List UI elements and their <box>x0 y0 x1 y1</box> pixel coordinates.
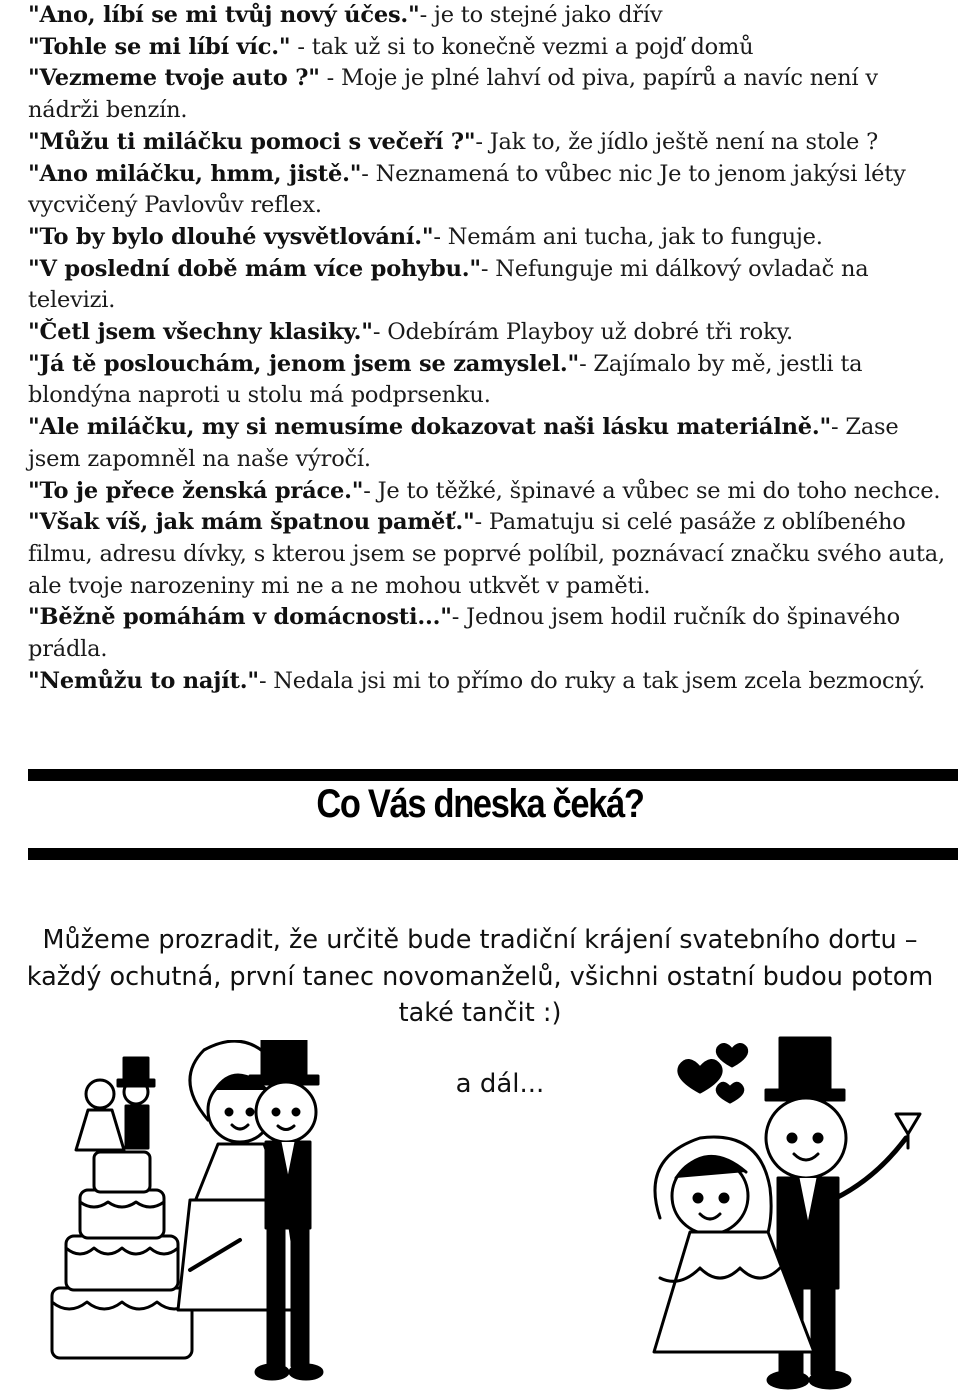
quote-meant: - Zase jsem zapomněl na naše výročí. <box>28 414 899 472</box>
quote-said: "Já tě poslouchám, jenom jsem se zamyslel." <box>28 350 580 377</box>
section-intro: Můžeme prozradit, že určitě bude tradiční krájení svatebního dortu – každý ochutná, první tanec novomanželů, všichni ostatní budou potom také tančit :) <box>26 925 934 1028</box>
quote-said: "Četl jsem všechny klasiky." <box>28 319 373 346</box>
cake-couple-illustration <box>40 1040 330 1395</box>
quote-item <box>28 127 948 159</box>
quote-meant: - Neznamená to vůbec nic Je to jenom jakýsi léty vycvičený Pavlovův reflex. <box>28 160 906 219</box>
quote-meant: - Nedala jsi mi to přímo do ruky a tak jsem zcela bezmocný. <box>258 667 926 694</box>
quote-said: "Vezmeme tvoje auto ?" <box>28 65 320 92</box>
section-title: Co Vás dneska čeká? <box>316 782 644 826</box>
quote-item <box>28 507 948 602</box>
quote-meant: - tak už si to konečně vezmi a pojď domů <box>290 33 754 60</box>
quote-item <box>28 317 948 349</box>
quote-said: "Ale miláčku, my si nemusíme dokazovat naši lásku materiálně." <box>28 414 832 441</box>
quote-said: "Ano miláčku, hmm, jistě." <box>28 160 362 187</box>
quote-item <box>28 602 948 665</box>
quote-item <box>28 666 948 698</box>
quote-meant: - Jednou jsem hodil ručník do špinavého prádla. <box>28 604 901 663</box>
quote-item <box>28 32 948 64</box>
quote-meant: - Nefunguje mi dálkový ovladač na televizi. <box>28 255 869 314</box>
quote-meant: - Odebírám Playboy už dobré tři roky. <box>372 319 793 346</box>
quote-item <box>28 412 948 475</box>
quote-meant: - Zajímalo by mě, jestli ta blondýna naproti u stolu má podprsenku. <box>28 350 863 409</box>
quote-said: "Můžu ti miláčku pomoci s večeří ?" <box>28 128 476 155</box>
quote-said: "Tohle se mi líbí víc." <box>28 33 291 60</box>
divider-bar-top <box>28 769 958 781</box>
quote-list <box>28 0 948 697</box>
quote-meant: - Pamatuju si celé pasáže z oblíbeného filmu, adresu dívky, s kterou jsem se poprvé políbil, poznávací značku svého auta, ale tvoje narozeniny mi ne a ne mohou utkvět v paměti. <box>28 509 945 599</box>
quote-item <box>28 254 948 317</box>
quote-said: "To je přece ženská práce." <box>28 477 364 504</box>
dancing-couple-illustration <box>630 1028 940 1393</box>
quote-said: "Nemůžu to najít." <box>28 667 259 694</box>
quote-said: "V poslední době mám více pohybu." <box>28 255 481 282</box>
quote-item <box>28 222 948 254</box>
quote-said: "Běžně pomáhám v domácnosti..." <box>28 604 452 631</box>
quote-meant: - Moje je plné lahví od piva, papírů a navíc není v nádrži benzín. <box>28 65 878 124</box>
quote-meant: - Nemám ani tucha, jak to funguje. <box>433 223 823 250</box>
quote-item <box>28 476 948 508</box>
divider-bar-bottom <box>28 848 958 860</box>
more-text: a dál... <box>455 1069 545 1099</box>
quote-said: "Ano, líbí se mi tvůj nový účes." <box>28 2 420 28</box>
quote-item <box>28 349 948 412</box>
quote-said: "To by bylo dlouhé vysvětlování." <box>28 223 434 250</box>
quote-meant: - Jak to, že jídlo ještě není na stole ? <box>475 128 878 155</box>
quote-item <box>28 63 948 126</box>
quote-meant: - je to stejné jako dřív <box>419 2 663 28</box>
quote-item <box>28 159 948 222</box>
quote-said: "Však víš, jak mám špatnou paměť." <box>28 509 475 536</box>
quote-meant: - Je to těžké, špinavé a vůbec se mi do toho nechce. <box>363 477 941 504</box>
quote-item <box>28 0 948 32</box>
